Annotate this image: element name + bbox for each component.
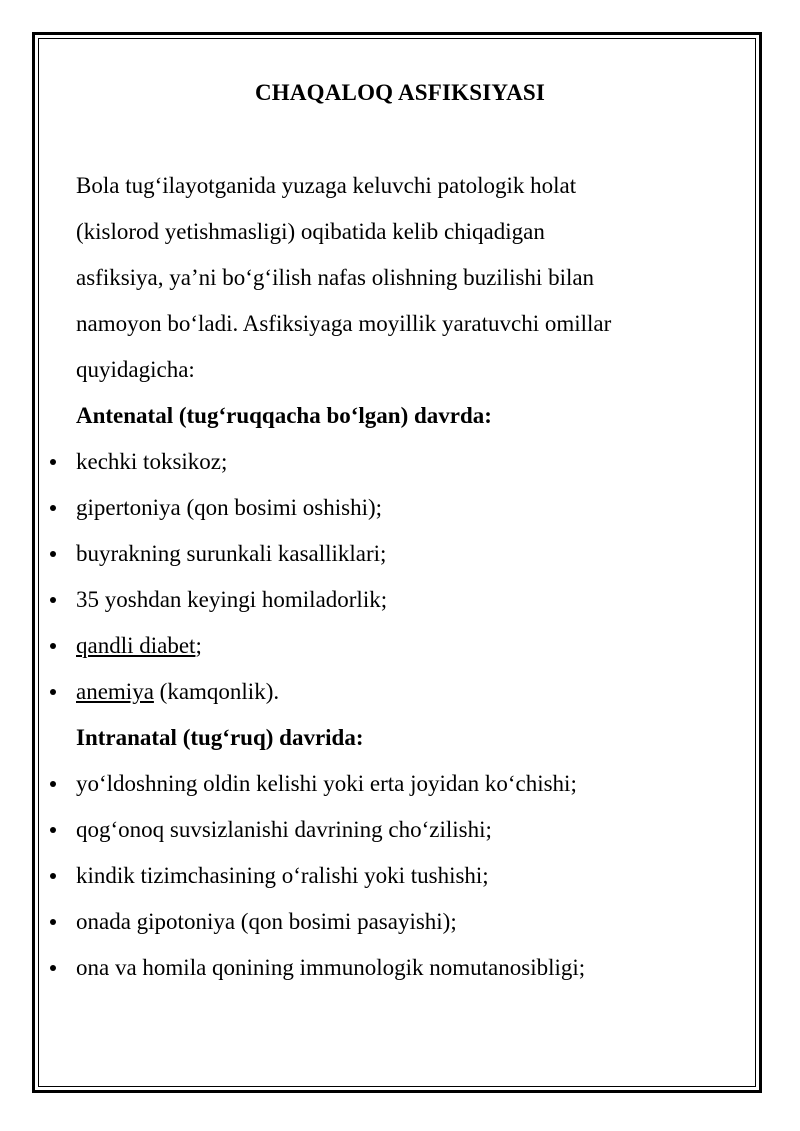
bullet-icon [50,781,56,787]
intro-paragraph [0,163,800,393]
bullet-icon [50,689,56,695]
list-item [0,669,800,715]
list-item-text: onada gipotoniya (qon bosimi pasayishi); [76,909,457,934]
list-item [0,853,800,899]
list-item-text: yo‘ldoshning oldin kelishi yoki erta joyidan ko‘chishi; [76,771,577,796]
bullet-icon [50,827,56,833]
document-title: CHAQALOQ ASFIKSIYASI [254,80,546,105]
bullet-icon [50,873,56,879]
list-item [0,531,800,577]
bullet-icon [50,965,56,971]
list-item [0,899,800,945]
intro-line: asfiksiya, ya’ni bo‘g‘ilish nafas olishning buzilishi bilan [76,265,595,290]
list-item [0,807,800,853]
antenatal-list [0,439,800,715]
diabet-link[interactable]: qandli diabet [76,633,196,658]
list-item [0,623,800,669]
list-item-text: kechki toksikoz; [76,449,228,474]
bullet-icon [50,919,56,925]
anemiya-link[interactable]: anemiya [76,679,154,704]
list-item-text: ona va homila qonining immunologik nomutanosibligi; [76,955,586,980]
list-item-text: qog‘onoq suvsizlanishi davrining cho‘zilishi; [76,817,492,842]
document-body [0,163,800,991]
list-item-text: (kamqonlik). [153,679,280,704]
intro-line: quyidagicha: [76,357,195,382]
bullet-icon [50,505,56,511]
intro-line: (kislorod yetishmasligi) oqibatida kelib chiqadigan [76,219,545,244]
bullet-icon [50,459,56,465]
list-item [0,761,800,807]
list-item [0,485,800,531]
list-item-text: ; [195,633,202,658]
intranatal-heading: Intranatal (tug‘ruq) davrida: [76,725,364,750]
antenatal-heading: Antenatal (tug‘ruqqacha bo‘lgan) davrda: [76,403,492,428]
list-item [0,945,800,991]
list-item-text: buyrakning surunkali kasalliklari; [76,541,387,566]
list-item [0,577,800,623]
bullet-icon [50,551,56,557]
list-item-text: gipertoniya (qon bosimi oshishi); [76,495,383,520]
intranatal-list [0,761,800,991]
intro-line: Bola tug‘ilayotganida yuzaga keluvchi patologik holat [76,173,577,198]
bullet-icon [50,643,56,649]
list-item [0,439,800,485]
bullet-icon [50,597,56,603]
list-item-text: kindik tizimchasining o‘ralishi yoki tushishi; [76,863,489,888]
intro-line: namoyon bo‘ladi. Asfiksiyaga moyillik yaratuvchi omillar [76,311,612,336]
list-item-text: 35 yoshdan keyingi homiladorlik; [76,587,388,612]
